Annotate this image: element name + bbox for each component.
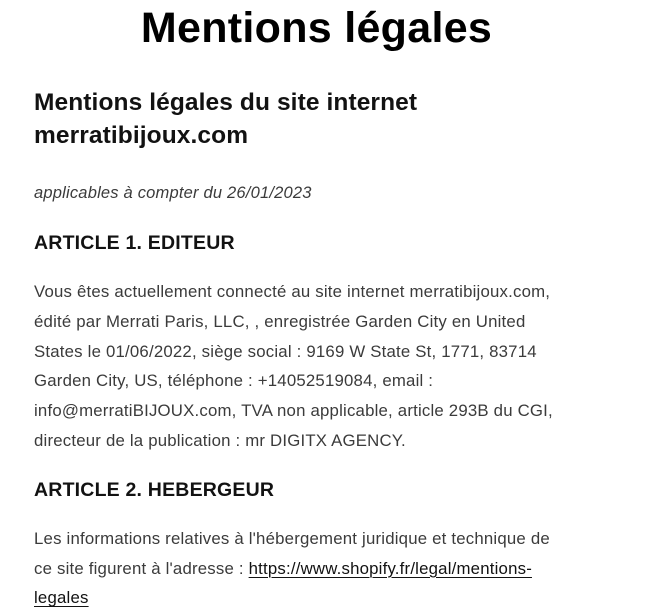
legal-content [34,86,594,613]
article-1-line: info@merratiBIJOUX.com, TVA non applicable, article 293B du CGI, [34,401,553,421]
shopify-legal-link-continued[interactable] [34,588,89,607]
article-1-line: Garden City, US, téléphone : +14052519084, email : [34,371,434,391]
article-1-title: ARTICLE 1. EDITEUR [34,232,235,254]
article-1-line: édité par Merrati Paris, LLC, , enregistrée Garden City en United [34,311,526,331]
shopify-legal-link[interactable] [249,559,532,578]
page-title: Mentions légales [140,4,493,52]
article-2-line: Les informations relatives à l'hébergement juridique et technique de [34,528,550,548]
shopify-legal-link-part-1[interactable]: https://www.shopify.fr/legal/mentions- [248,558,532,578]
article-1-line: States le 01/06/2022, siège social : 9169 W State St, 1771, 83714 [34,341,537,361]
shopify-legal-link-part-2[interactable]: legales [34,588,89,608]
section-heading-line-2: merratibijoux.com [34,122,249,149]
article-1-line: Vous êtes actuellement connecté au site internet merratibijoux.com, [34,282,551,301]
article-1-line: directeur de la publication : mr DIGITX AGENCY. [34,430,406,450]
article-2-title: ARTICLE 2. HEBERGEUR [34,478,275,501]
applicable-date: applicables à compter du 26/01/2023 [34,184,312,202]
article-2-line-prefix: ce site figurent à l'adresse : [34,558,249,578]
section-heading [34,86,594,152]
article-1-text [34,277,594,456]
article-2-line [34,583,594,613]
article-2-line [34,554,594,584]
section-heading-line-1: Mentions légales du site internet [34,89,418,116]
article-2-text [34,524,594,613]
